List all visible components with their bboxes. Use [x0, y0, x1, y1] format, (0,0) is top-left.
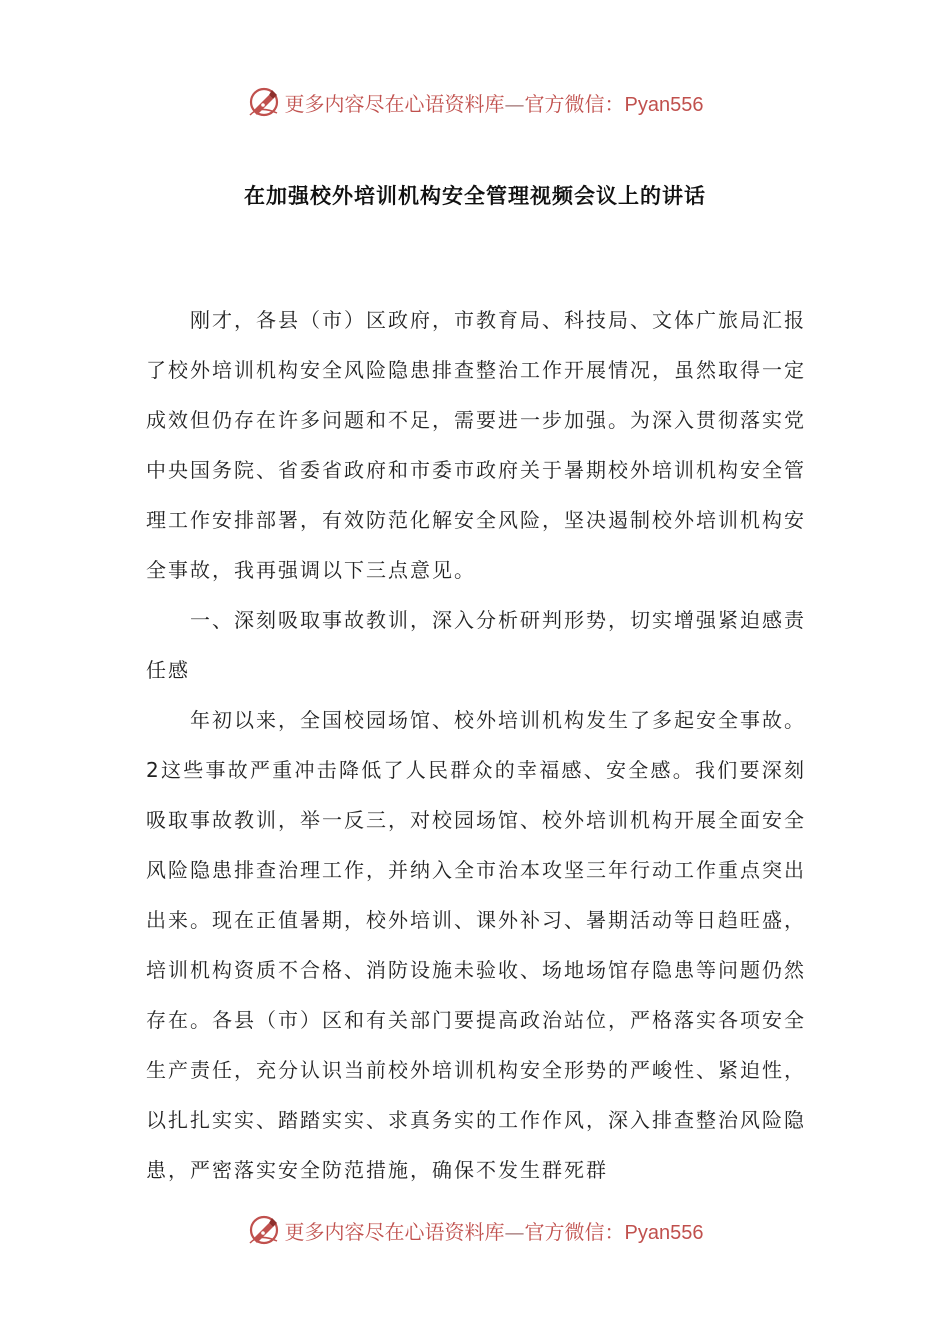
- document-title: 在加强校外培训机构安全管理视频会议上的讲话: [244, 184, 706, 208]
- banner-wechat-id: Pyan556: [624, 93, 704, 116]
- banner-wechat-label: 官方微信：: [524, 1219, 625, 1244]
- section-heading-1: 一、深刻吸取事故教训，深入分析研判形势，切实增强紧迫感责任感: [146, 608, 806, 682]
- header-banner: [0, 82, 950, 122]
- banner-wechat-id: Pyan556: [624, 1221, 704, 1244]
- banner-site-name: 更多内容尽在心语资料库: [284, 1219, 505, 1244]
- paragraph-intro: 刚才，各县（市）区政府，市教育局、科技局、文体广旅局汇报了校外培训机构安全风险隐患排查整治工作开展情况，虽然取得一定成效但仍存在许多问题和不足，需要进一步加强。为深入贯彻落实党中央国务院、省委省政府和市委市政府关于暑期校外培训机构安全管理工作安排部署，有效防范化解安全风险，坚决遏制校外培训机构安全事故，我再强调以下三点意见。: [146, 308, 806, 582]
- banner-text: [285, 1216, 704, 1245]
- banner-text: [285, 88, 704, 117]
- banner-separator: —: [504, 91, 525, 116]
- banner-site-name: 更多内容尽在心语资料库: [284, 91, 505, 116]
- pen-nib-logo-icon: [247, 85, 281, 119]
- pen-nib-logo-icon: [247, 1213, 281, 1247]
- paragraph-section-1: 年初以来，全国校园场馆、校外培训机构发生了多起安全事故。2这些事故严重冲击降低了人民群众的幸福感、安全感。我们要深刻吸取事故教训，举一反三，对校园场馆、校外培训机构开展全面安全风险隐患排查治理工作，并纳入全市治本攻坚三年行动工作重点突出出来。现在正值暑期，校外培训、课外补习、暑期活动等日趋旺盛，培训机构资质不合格、消防设施未验收、场地场馆存隐患等问题仍然存在。各县（市）区和有关部门要提高政治站位，严格落实各项安全生产责任，充分认识当前校外培训机构安全形势的严峻性、紧迫性，以扎扎实实、踏踏实实、求真务实的工作作风，深入排查整治风险隐患，严密落实安全防范措施，确保不发生群死群: [146, 708, 806, 1182]
- banner-separator: —: [504, 1219, 525, 1244]
- footer-banner: [0, 1210, 950, 1250]
- banner-wechat-label: 官方微信：: [524, 91, 625, 116]
- document-body: [146, 295, 806, 1195]
